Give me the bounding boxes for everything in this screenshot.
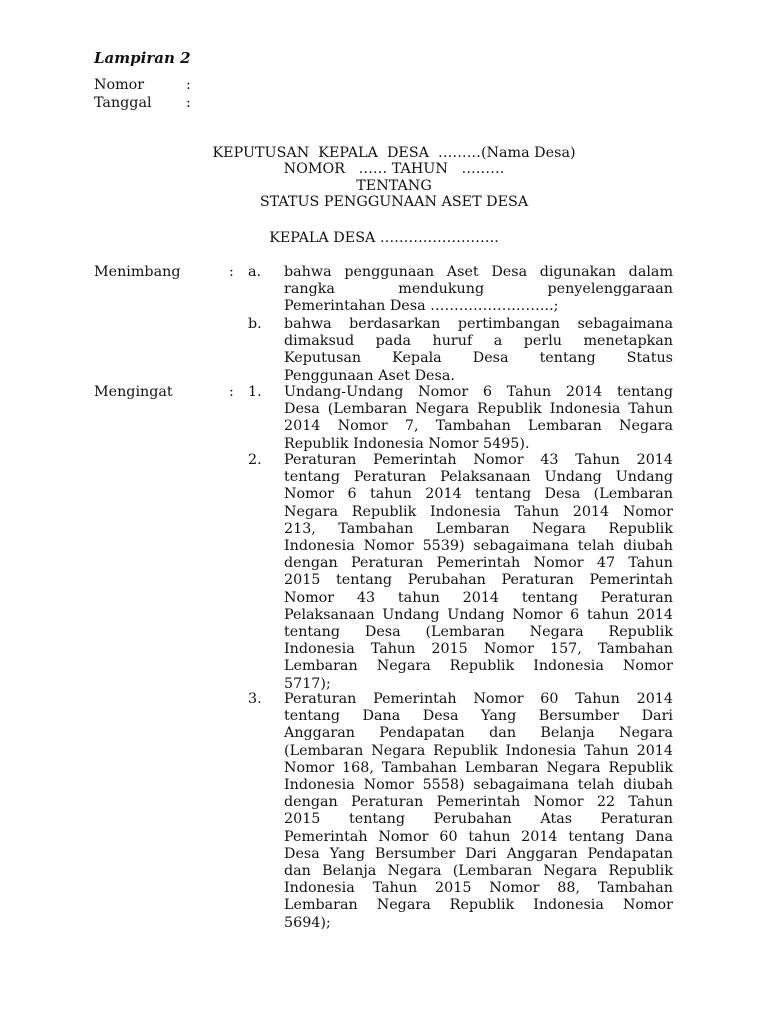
text-line: Lembaran Negara Republik Indonesia Nomor [284,897,673,914]
nomor-label: Nomor [94,77,145,93]
text-line: 5717); [284,675,331,692]
mengingat-label: Mengingat [94,384,173,400]
text-line: dimaksud pada huruf a perlu menetapkan [284,333,673,350]
menimbang-label: Menimbang [94,264,181,280]
menimbang-item-a-text [284,264,673,316]
mengingat-item-2-num: 2. [248,452,262,468]
text-line: Pemerintah Nomor 60 tahun 2014 tentang Dana [284,828,673,845]
menimbang-item-a-num: a. [248,264,262,280]
text-line: Lembaran Negara Republik Indonesia Nomor [284,658,673,675]
menimbang-colon: : [229,264,234,280]
mengingat-colon: : [229,384,234,400]
decree-title [0,145,768,210]
text-line: Republik Indonesia Nomor 5495). [284,435,530,452]
text-line: Pemerintahan Desa ……………………..; [284,298,559,315]
menimbang-item-b-text [284,316,673,385]
text-line: 2015 tentang Perubahan Atas Peraturan [284,811,673,828]
tanggal-colon: : [186,95,191,111]
text-line: Nomor 6 tahun 2014 tentang Desa (Lembaran [284,486,673,503]
text-line: Undang-Undang Nomor 6 Tahun 2014 tentang [284,384,673,400]
nomor-colon: : [186,77,191,93]
text-line: Desa (Lembaran Negara Republik Indonesia Tahun [284,401,673,418]
text-line: 213, Tambahan Lembaran Negara Republik [284,520,673,537]
text-line: Indonesia Nomor 5539) sebagaimana telah diubah [284,538,673,555]
text-line: Peraturan Pemerintah Nomor 60 Tahun 2014 [284,691,673,707]
text-line: Penggunaan Aset Desa. [284,367,455,384]
text-line: tentang Desa (Lembaran Negara Republik [284,624,673,641]
title-line-3: TENTANG [356,177,432,194]
text-line: Nomor 43 tahun 2014 tentang Peraturan [284,589,673,606]
text-line: Negara Republik Indonesia Tahun 2014 Nomor [284,503,673,520]
tanggal-label: Tanggal [94,95,152,111]
text-line: (Lembaran Negara Republik Indonesia Tahun 2014 [284,742,673,759]
mengingat-item-1-text [284,384,673,453]
text-line: 5694); [284,914,331,931]
text-line: bahwa penggunaan Aset Desa digunakan dalam [284,264,673,280]
text-line: Indonesia Tahun 2015 Nomor 157, Tambahan [284,641,673,658]
mengingat-item-3-num: 3. [248,691,262,707]
text-line: tentang Peraturan Pelaksanaan Undang Undang [284,469,673,486]
text-line: rangka mendukung penyelenggaraan [284,281,673,298]
text-line: Indonesia Tahun 2015 Nomor 88, Tambahan [284,880,673,897]
mengingat-item-1-num: 1. [248,384,262,400]
title-line-4: STATUS PENGGUNAAN ASET DESA [259,193,529,210]
mengingat-item-3-text [284,691,673,932]
text-line: dengan Peraturan Pemerintah Nomor 22 Tahun [284,794,673,811]
tanggal-row [94,95,191,112]
text-line: dengan Peraturan Pemerintah Nomor 47 Tahun [284,555,673,572]
nomor-row [94,77,191,94]
text-line: Peraturan Pemerintah Nomor 43 Tahun 2014 [284,452,673,468]
text-line: Keputusan Kepala Desa tentang Status [284,350,673,367]
text-line: 2015 tentang Perubahan Peraturan Pemerintah [284,572,673,589]
title-line-1: KEPUTUSAN KEPALA DESA ………(Nama Desa) [212,145,576,161]
text-line: dan Belanja Negara (Lembaran Negara Republik [284,863,673,880]
text-line: Pelaksanaan Undang Undang Nomor 6 tahun 2014 [284,606,673,623]
text-line: bahwa berdasarkan pertimbangan sebagaimana [284,316,673,332]
text-line: Anggaran Pendapatan dan Belanja Negara [284,725,673,742]
kepala-desa-heading: KEPALA DESA ……………………. [269,230,499,246]
text-line: Indonesia Nomor 5558) sebagaimana telah diubah [284,777,673,794]
menimbang-item-b-num: b. [248,316,262,332]
title-line-2: NOMOR …… TAHUN ……… [283,161,505,178]
text-line: tentang Dana Desa Yang Bersumber Dari [284,708,673,725]
text-line: Nomor 168, Tambahan Lembaran Negara Republik [284,759,673,776]
text-line: Desa Yang Bersumber Dari Anggaran Pendapatan [284,845,673,862]
mengingat-item-2-text [284,452,673,693]
lampiran-heading: Lampiran 2 [94,49,191,67]
text-line: 2014 Nomor 7, Tambahan Lembaran Negara [284,418,673,435]
